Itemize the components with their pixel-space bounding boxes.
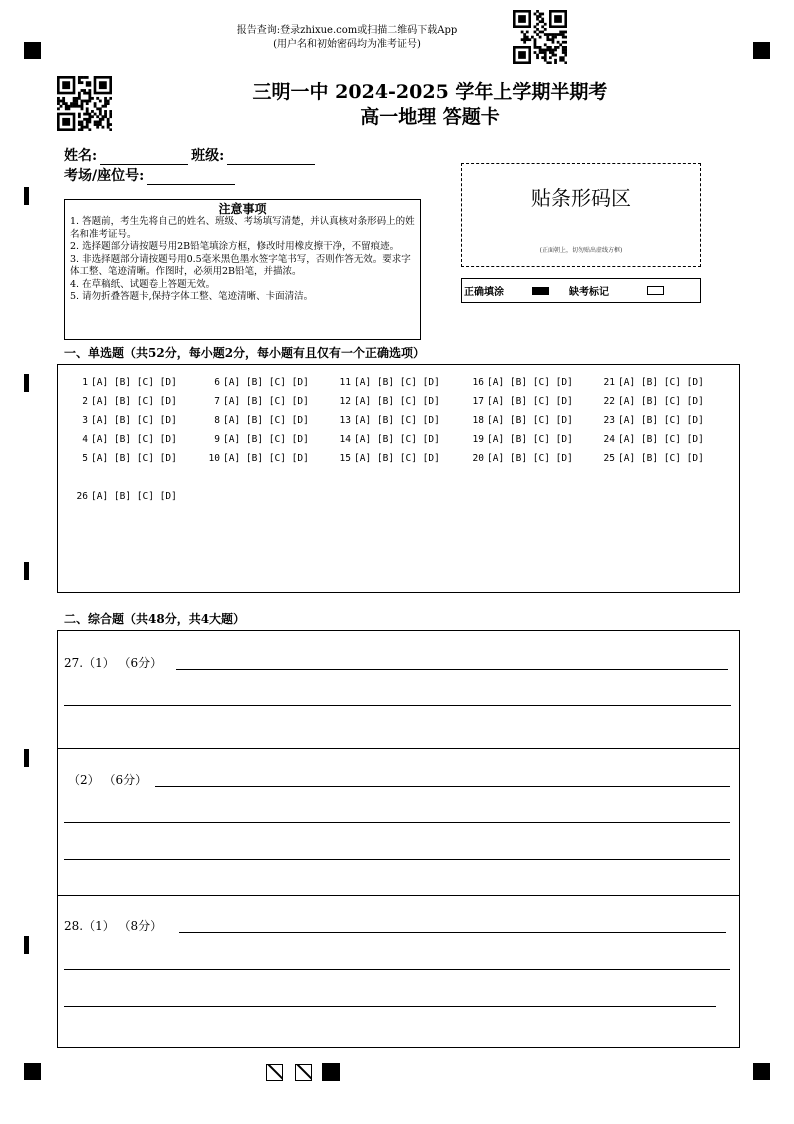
notice-item: 3. 非选择题部分请按题号用0.5毫米黑色墨水签字笔书写，否则作答无效。要求字体工整、笔迹清晰。作图时，必须用2B铅笔，并描浓。 bbox=[70, 253, 411, 277]
mc-options[interactable]: [A] [B] [C] [D] bbox=[487, 453, 573, 464]
filled-square-icon bbox=[322, 1063, 340, 1081]
mc-question-number: 19 bbox=[472, 434, 484, 445]
mc-options[interactable]: [A] [B] [C] [D] bbox=[91, 491, 177, 502]
mc-question-row[interactable] bbox=[72, 415, 177, 426]
mc-question-row[interactable] bbox=[72, 377, 177, 388]
mc-question-number: 21 bbox=[603, 377, 615, 388]
question-divider bbox=[58, 748, 739, 749]
name-line[interactable] bbox=[100, 150, 188, 165]
mc-question-number: 17 bbox=[472, 396, 484, 407]
q27-2-label: （2） （6分） bbox=[68, 773, 148, 787]
mc-options[interactable]: [A] [B] [C] [D] bbox=[223, 377, 309, 388]
mc-question-row[interactable] bbox=[204, 377, 309, 388]
mc-question-row[interactable] bbox=[599, 453, 704, 464]
mc-options[interactable]: [A] [B] [C] [D] bbox=[223, 415, 309, 426]
answer-line[interactable] bbox=[64, 822, 730, 823]
answer-line[interactable] bbox=[64, 705, 731, 706]
mc-options[interactable]: [A] [B] [C] [D] bbox=[618, 396, 704, 407]
mc-options[interactable]: [A] [B] [C] [D] bbox=[354, 396, 440, 407]
mc-question-number: 22 bbox=[603, 396, 615, 407]
mc-question-row[interactable] bbox=[335, 453, 440, 464]
mc-options[interactable]: [A] [B] [C] [D] bbox=[487, 377, 573, 388]
mc-question-row[interactable] bbox=[468, 415, 573, 426]
mc-options[interactable]: [A] [B] [C] [D] bbox=[91, 377, 177, 388]
mc-question-number: 10 bbox=[208, 453, 220, 464]
corner-mark-bottom-right bbox=[753, 1063, 770, 1080]
notice-item: 1. 答题前，考生先将自己的姓名、班级、考场填写清楚，并认真核对条形码上的姓名和准考证号。 bbox=[70, 216, 415, 240]
notice-item: 4. 在草稿纸、试题卷上答题无效。 bbox=[70, 278, 216, 290]
mc-question-number: 26 bbox=[76, 491, 88, 502]
mc-options[interactable]: [A] [B] [C] [D] bbox=[91, 396, 177, 407]
mc-question-row[interactable] bbox=[468, 396, 573, 407]
question-divider bbox=[58, 895, 739, 896]
mc-options[interactable]: [A] [B] [C] [D] bbox=[354, 377, 440, 388]
mc-question-row[interactable] bbox=[468, 453, 573, 464]
mc-question-row[interactable] bbox=[599, 415, 704, 426]
mc-question-number: 25 bbox=[603, 453, 615, 464]
mc-options[interactable]: [A] [B] [C] [D] bbox=[487, 396, 573, 407]
mc-question-row[interactable] bbox=[72, 491, 177, 502]
corner-mark-bottom-left bbox=[24, 1063, 41, 1080]
section2-title: 二、综合题（共48分，共4大题） bbox=[64, 612, 246, 626]
q28-1-label: 28.（1） （8分） bbox=[64, 919, 163, 933]
mc-question-row[interactable] bbox=[72, 396, 177, 407]
room-seat-field[interactable] bbox=[64, 165, 238, 185]
room-seat-label: 考场/座位号: bbox=[64, 168, 145, 184]
mc-question-row[interactable] bbox=[599, 434, 704, 445]
section1-title: 一、单选题（共52分，每小题2分，每小题有且仅有一个正确选项） bbox=[64, 346, 426, 360]
answer-line[interactable] bbox=[64, 1006, 716, 1007]
mc-question-row[interactable] bbox=[468, 377, 573, 388]
mc-options[interactable]: [A] [B] [C] [D] bbox=[618, 377, 704, 388]
mc-question-number: 5 bbox=[82, 453, 88, 464]
fill-legend bbox=[461, 278, 701, 303]
mc-question-number: 15 bbox=[339, 453, 351, 464]
mc-question-row[interactable] bbox=[335, 434, 440, 445]
mc-question-row[interactable] bbox=[72, 434, 177, 445]
filled-box-icon bbox=[532, 287, 549, 295]
class-line[interactable] bbox=[227, 150, 315, 165]
mc-options[interactable]: [A] [B] [C] [D] bbox=[618, 453, 704, 464]
multiple-choice-box bbox=[57, 364, 740, 593]
mc-question-number: 24 bbox=[603, 434, 615, 445]
mc-question-row[interactable] bbox=[335, 396, 440, 407]
crossed-box-icon bbox=[266, 1064, 283, 1081]
qr-code-icon bbox=[513, 10, 567, 64]
mc-question-number: 16 bbox=[472, 377, 484, 388]
name-field[interactable] bbox=[64, 145, 318, 165]
mc-options[interactable]: [A] [B] [C] [D] bbox=[223, 396, 309, 407]
room-seat-line[interactable] bbox=[147, 170, 235, 185]
mc-question-number: 6 bbox=[214, 377, 220, 388]
mc-question-number: 2 bbox=[82, 396, 88, 407]
barcode-label: 贴条形码区 bbox=[531, 186, 631, 210]
timing-mark bbox=[24, 749, 29, 767]
mc-options[interactable]: [A] [B] [C] [D] bbox=[487, 434, 573, 445]
mc-question-number: 1 bbox=[82, 377, 88, 388]
page-title: 三明一中 2024-2025 学年上学期半期考 bbox=[252, 81, 608, 103]
correct-fill-label: 正确填涂 bbox=[464, 287, 504, 298]
timing-mark bbox=[24, 936, 29, 954]
mc-question-row[interactable] bbox=[599, 377, 704, 388]
mc-question-row[interactable] bbox=[335, 415, 440, 426]
mc-question-row[interactable] bbox=[468, 434, 573, 445]
answer-line[interactable] bbox=[179, 932, 726, 933]
answer-line[interactable] bbox=[155, 786, 730, 787]
mc-options[interactable]: [A] [B] [C] [D] bbox=[354, 453, 440, 464]
mc-question-number: 13 bbox=[339, 415, 351, 426]
barcode-hint: (正面朝上，切勿贴出虚线方框) bbox=[539, 247, 623, 254]
notice-title: 注意事项 bbox=[218, 202, 267, 216]
mc-question-row[interactable] bbox=[335, 377, 440, 388]
mc-question-number: 20 bbox=[472, 453, 484, 464]
answer-line[interactable] bbox=[176, 669, 728, 670]
mc-options[interactable]: [A] [B] [C] [D] bbox=[223, 453, 309, 464]
notice-item: 2. 选择题部分请按题号用2B铅笔填涂方框，修改时用橡皮擦干净，不留痕迹。 bbox=[70, 241, 400, 252]
mc-question-number: 11 bbox=[339, 377, 351, 388]
report-query-line1: 报告查询:登录zhixue.com或扫描二维码下载App bbox=[236, 25, 458, 36]
mc-question-number: 3 bbox=[82, 415, 88, 426]
notice-box bbox=[64, 199, 421, 340]
answer-line[interactable] bbox=[64, 969, 730, 970]
mc-options[interactable]: [A] [B] [C] [D] bbox=[91, 434, 177, 445]
timing-mark bbox=[24, 187, 29, 205]
mc-question-number: 8 bbox=[214, 415, 220, 426]
absent-mark-label: 缺考标记 bbox=[569, 287, 609, 298]
barcode-area bbox=[461, 163, 701, 267]
mc-options[interactable]: [A] [B] [C] [D] bbox=[91, 453, 177, 464]
mc-options[interactable]: [A] [B] [C] [D] bbox=[618, 434, 704, 445]
notice-item: 5. 请勿折叠答题卡,保持字体工整、笔迹清晰、卡面清洁。 bbox=[70, 291, 314, 302]
class-label: 班级: bbox=[191, 148, 225, 164]
report-query-line2: (用户名和初始密码均为准考证号) bbox=[273, 39, 421, 50]
timing-mark bbox=[24, 374, 29, 392]
mc-question-row[interactable] bbox=[204, 415, 309, 426]
absent-box-icon[interactable] bbox=[647, 286, 664, 295]
mc-question-number: 7 bbox=[214, 396, 220, 407]
mc-question-row[interactable] bbox=[599, 396, 704, 407]
mc-options[interactable]: [A] [B] [C] [D] bbox=[223, 434, 309, 445]
mc-options[interactable]: [A] [B] [C] [D] bbox=[354, 415, 440, 426]
mc-question-row[interactable] bbox=[204, 396, 309, 407]
page-subtitle: 高一地理 答题卡 bbox=[360, 106, 500, 128]
mc-question-number: 18 bbox=[472, 415, 484, 426]
mc-options[interactable]: [A] [B] [C] [D] bbox=[618, 415, 704, 426]
mc-question-number: 14 bbox=[339, 434, 351, 445]
mc-options[interactable]: [A] [B] [C] [D] bbox=[487, 415, 573, 426]
corner-mark-top-right bbox=[753, 42, 770, 59]
mc-options[interactable]: [A] [B] [C] [D] bbox=[354, 434, 440, 445]
mc-question-row[interactable] bbox=[204, 453, 309, 464]
crossed-box-icon bbox=[295, 1064, 312, 1081]
mc-question-number: 12 bbox=[339, 396, 351, 407]
mc-question-row[interactable] bbox=[204, 434, 309, 445]
timing-mark bbox=[24, 562, 29, 580]
mc-question-number: 4 bbox=[82, 434, 88, 445]
mc-question-row[interactable] bbox=[72, 453, 177, 464]
answer-line[interactable] bbox=[64, 859, 730, 860]
mc-question-number: 23 bbox=[603, 415, 615, 426]
mc-question-number: 9 bbox=[214, 434, 220, 445]
q27-1-label: 27.（1） （6分） bbox=[64, 656, 163, 670]
mc-options[interactable]: [A] [B] [C] [D] bbox=[91, 415, 177, 426]
name-label: 姓名: bbox=[64, 148, 98, 164]
comprehensive-box bbox=[57, 630, 740, 1048]
